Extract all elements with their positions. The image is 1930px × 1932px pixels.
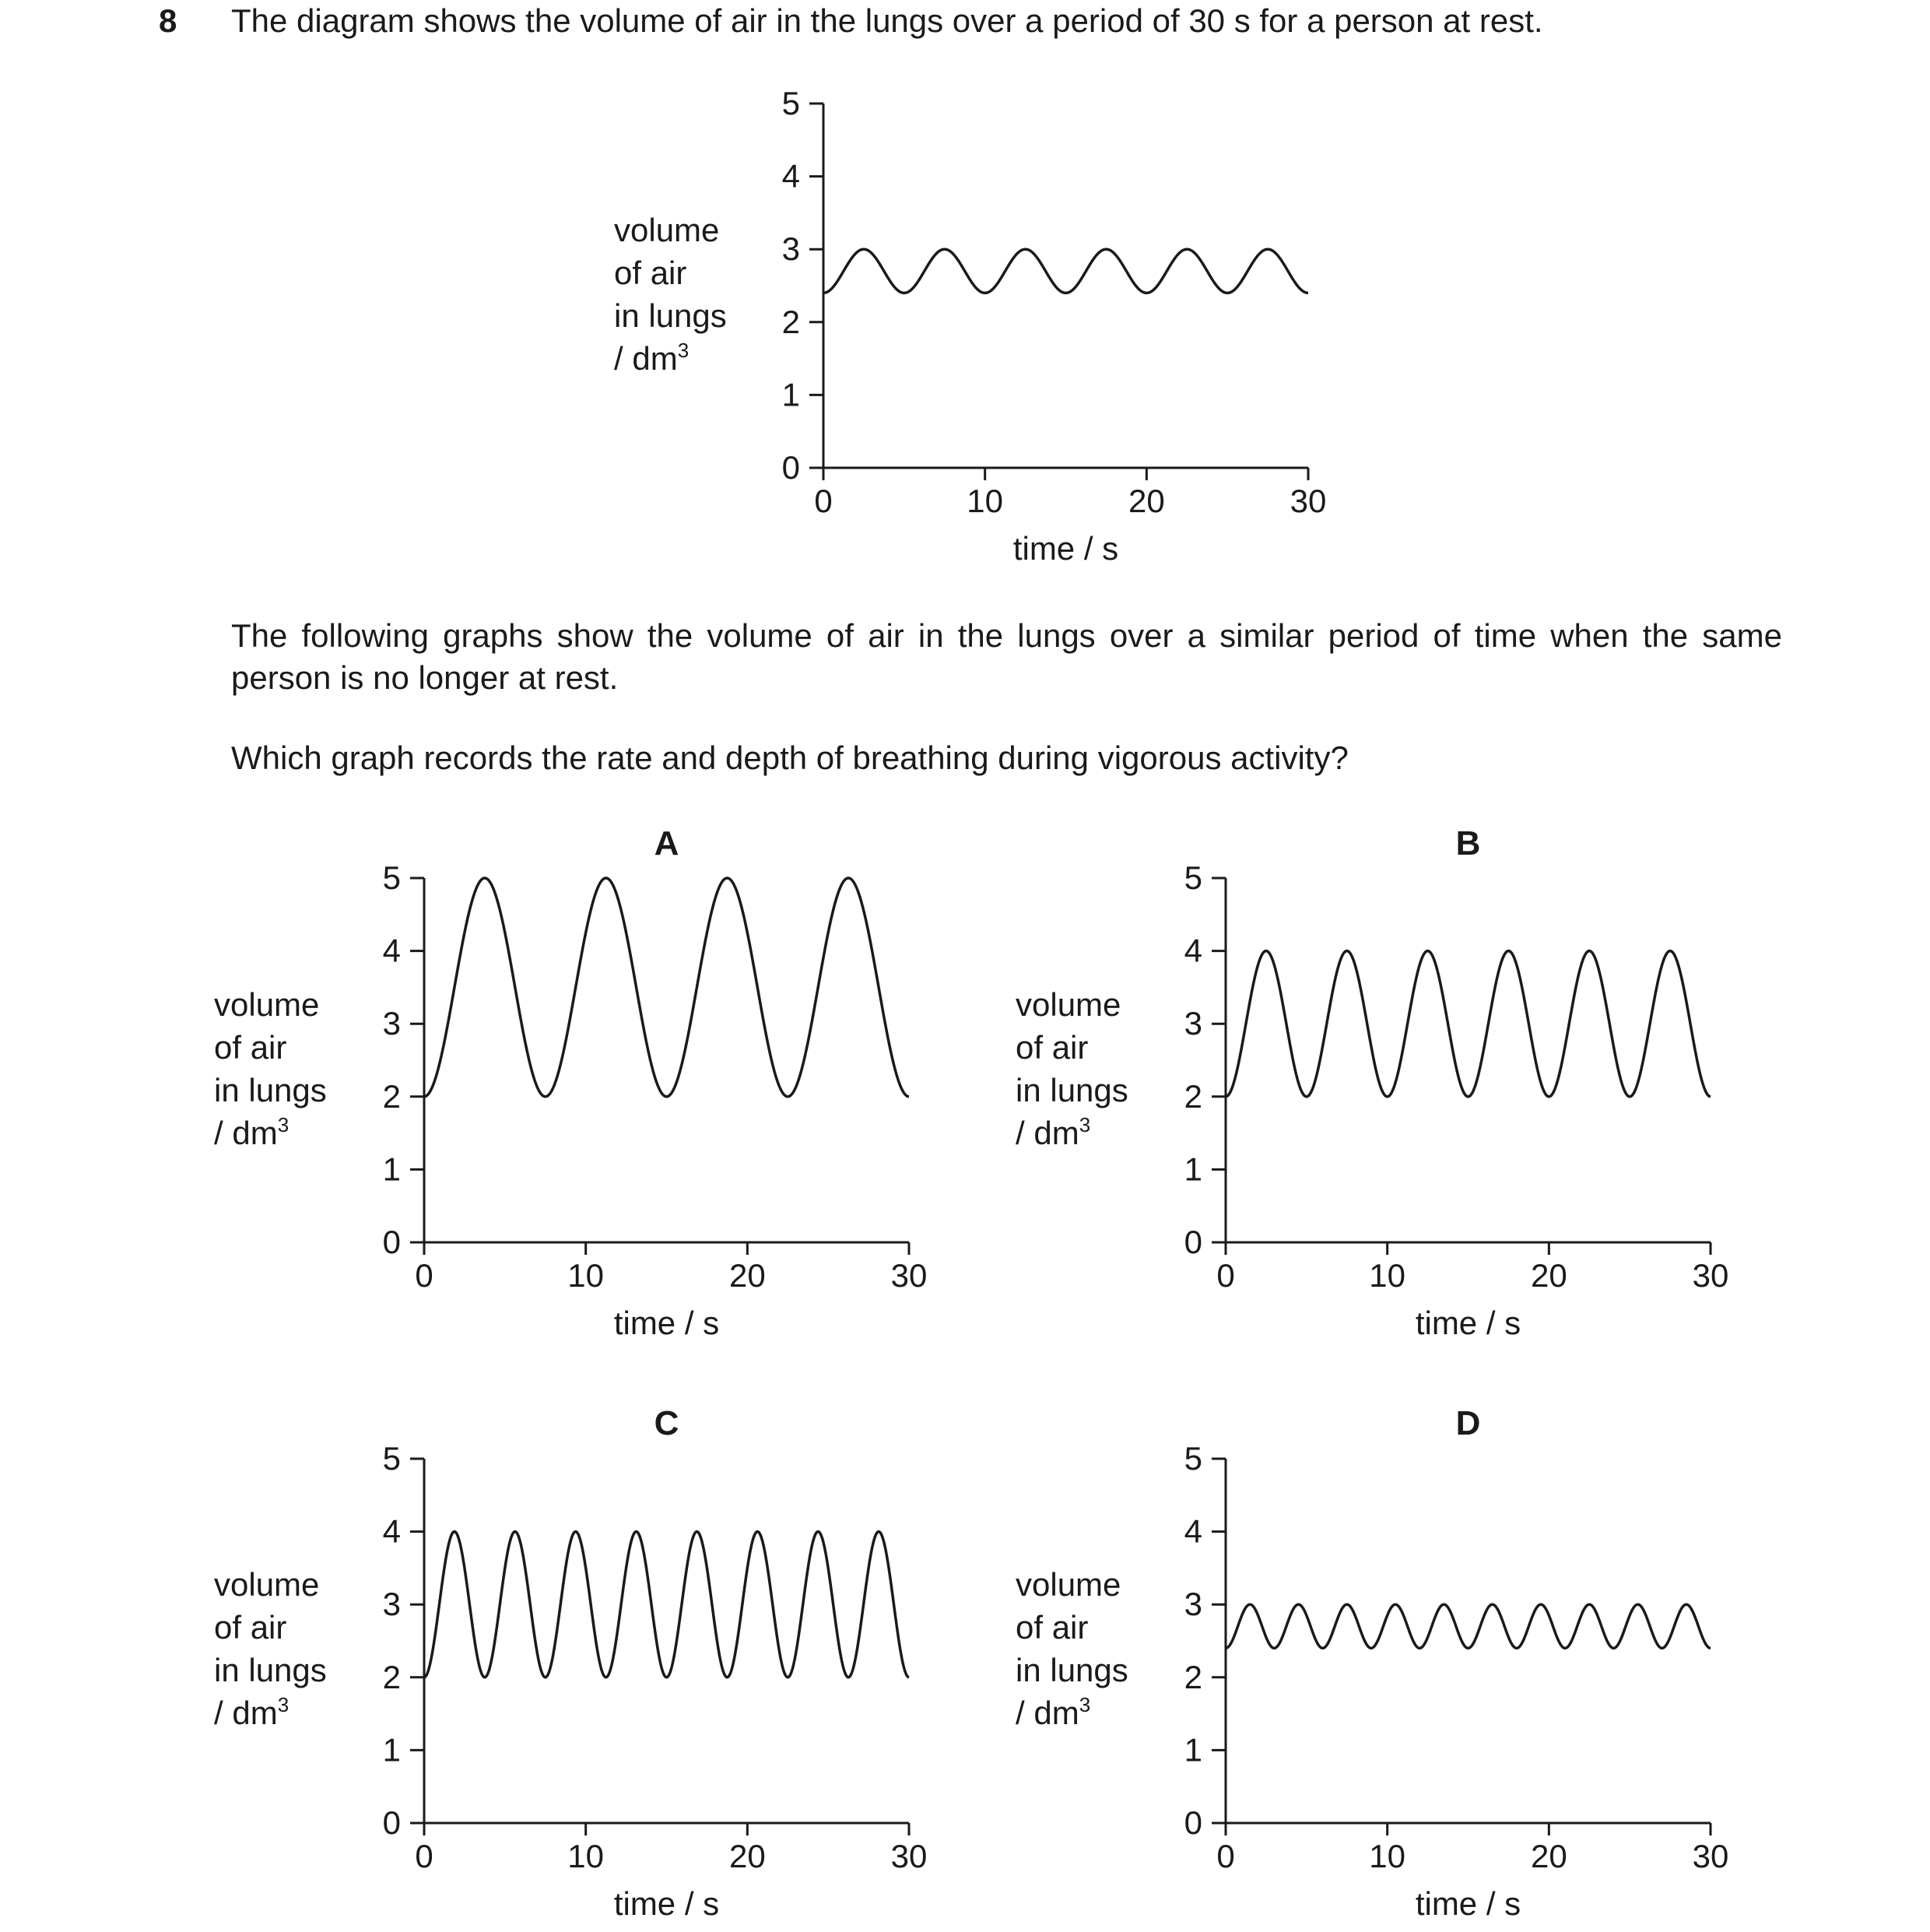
y-axis-label-line: of air [1016, 1029, 1089, 1066]
y-tick-label: 4 [1184, 1512, 1202, 1550]
y-tick-label: 1 [382, 1150, 401, 1188]
x-tick-label: 0 [814, 483, 833, 519]
volume-curve [1226, 951, 1711, 1097]
y-tick-label: 1 [1184, 1731, 1202, 1769]
chart-C [214, 1404, 927, 1922]
y-tick-label: 5 [382, 1440, 401, 1477]
y-tick-label: 0 [781, 449, 800, 486]
y-axis-label-line: / $dm^3$ [1016, 1693, 1091, 1731]
y-axis-label-superscript: 3 [277, 1113, 290, 1136]
y-axis-label-superscript: 3 [1079, 1113, 1091, 1136]
chart-A [214, 824, 927, 1341]
chart-letter: A [654, 824, 679, 862]
y-tick-label: 3 [1184, 1586, 1202, 1623]
x-tick-label: 10 [967, 483, 1004, 519]
x-tick-label: 0 [1216, 1257, 1235, 1294]
y-axis-label-line: of air [214, 1029, 287, 1066]
volume-curve [1226, 1604, 1711, 1648]
y-axis-label-line: in lungs [1016, 1072, 1128, 1108]
x-tick-label: 20 [728, 1838, 766, 1874]
x-tick-label: 0 [415, 1838, 433, 1874]
chart-rest [614, 85, 1326, 567]
y-tick-label: 0 [382, 1224, 401, 1260]
x-tick-label: 20 [1530, 1838, 1567, 1874]
x-axis-label: time / s [1012, 530, 1119, 567]
volume-curve [823, 249, 1308, 293]
y-tick-label: 4 [781, 157, 800, 195]
question-text: The diagram shows the volume of air in the lungs over a period of 30 s for a person at rest. [231, 2, 1543, 39]
y-tick-label: 2 [382, 1658, 401, 1695]
y-axis-label-line: / $dm^3$ [1016, 1113, 1091, 1151]
y-axis-label-line: / $dm^3$ [614, 339, 690, 377]
x-tick-label: 10 [567, 1257, 605, 1294]
y-axis-label-line: volume [614, 212, 720, 248]
y-axis-label-line: in lungs [214, 1072, 327, 1108]
y-axis-label-line: volume [1016, 986, 1121, 1023]
x-tick-label: 30 [890, 1838, 928, 1874]
y-tick-label: 3 [382, 1005, 401, 1042]
x-tick-label: 20 [1128, 483, 1165, 519]
x-tick-label: 10 [567, 1838, 605, 1874]
x-tick-label: 20 [1530, 1257, 1567, 1294]
y-tick-label: 2 [1184, 1077, 1202, 1115]
chart-letter: C [654, 1404, 679, 1442]
y-tick-label: 5 [1184, 1440, 1202, 1477]
x-tick-label: 30 [1290, 483, 1327, 519]
y-axis-label-line: / $dm^3$ [214, 1113, 290, 1151]
x-tick-label: 10 [1369, 1838, 1406, 1874]
y-tick-label: 1 [781, 376, 800, 413]
y-tick-label: 5 [1184, 859, 1202, 896]
x-tick-label: 0 [415, 1257, 433, 1294]
x-tick-label: 30 [1692, 1257, 1729, 1294]
x-tick-label: 20 [728, 1257, 766, 1294]
chart-letter: B [1455, 824, 1481, 862]
y-tick-label: 2 [781, 303, 800, 340]
question-paragraph-2: Which graph records the rate and depth of breathing during vigorous activity? [231, 739, 1349, 776]
y-axis-label-superscript: 3 [677, 339, 690, 362]
y-tick-label: 1 [382, 1731, 401, 1769]
y-tick-label: 4 [382, 1512, 401, 1550]
y-axis-label-line: volume [1016, 1566, 1121, 1603]
x-tick-label: 30 [890, 1257, 928, 1294]
y-axis-label-line: volume [214, 1566, 320, 1603]
x-axis-label: time / s [613, 1885, 720, 1922]
y-axis-label-line: of air [614, 255, 687, 291]
y-axis-label-superscript: 3 [277, 1693, 290, 1716]
chart-B [1016, 824, 1728, 1341]
y-tick-label: 4 [382, 932, 401, 969]
y-axis-label-line: of air [214, 1609, 287, 1646]
y-tick-label: 1 [1184, 1150, 1202, 1188]
chart-D [1016, 1404, 1728, 1922]
y-tick-label: 3 [781, 230, 800, 268]
chart-letter: D [1455, 1404, 1481, 1442]
y-tick-label: 0 [382, 1804, 401, 1841]
y-tick-label: 2 [1184, 1658, 1202, 1695]
x-axis-label: time / s [1415, 1885, 1521, 1922]
y-axis-label-line: in lungs [1016, 1652, 1128, 1688]
volume-curve [424, 878, 909, 1097]
y-axis-label-line: / $dm^3$ [214, 1693, 290, 1731]
x-tick-label: 10 [1369, 1257, 1406, 1294]
y-tick-label: 2 [382, 1077, 401, 1115]
y-tick-label: 0 [1184, 1224, 1202, 1260]
y-axis-label-line: in lungs [214, 1652, 327, 1688]
y-tick-label: 3 [382, 1586, 401, 1623]
question-number: 8 [159, 2, 177, 39]
y-tick-label: 4 [1184, 932, 1202, 969]
y-tick-label: 5 [781, 85, 800, 121]
y-axis-label-line: in lungs [614, 297, 727, 334]
y-axis-label-line: volume [214, 986, 320, 1023]
x-tick-label: 0 [1216, 1838, 1235, 1874]
question-paragraph-1: The following graphs show the volume of air in the lungs over a similar period of time when the same person is no longer at rest. [231, 617, 1782, 696]
y-tick-label: 5 [382, 859, 401, 896]
x-axis-label: time / s [613, 1305, 720, 1341]
y-axis-label-line: of air [1016, 1609, 1089, 1646]
x-tick-label: 30 [1692, 1838, 1729, 1874]
x-axis-label: time / s [1415, 1305, 1521, 1341]
volume-curve [424, 1532, 909, 1677]
y-axis-label-superscript: 3 [1079, 1693, 1091, 1716]
y-tick-label: 0 [1184, 1804, 1202, 1841]
y-tick-label: 3 [1184, 1005, 1202, 1042]
